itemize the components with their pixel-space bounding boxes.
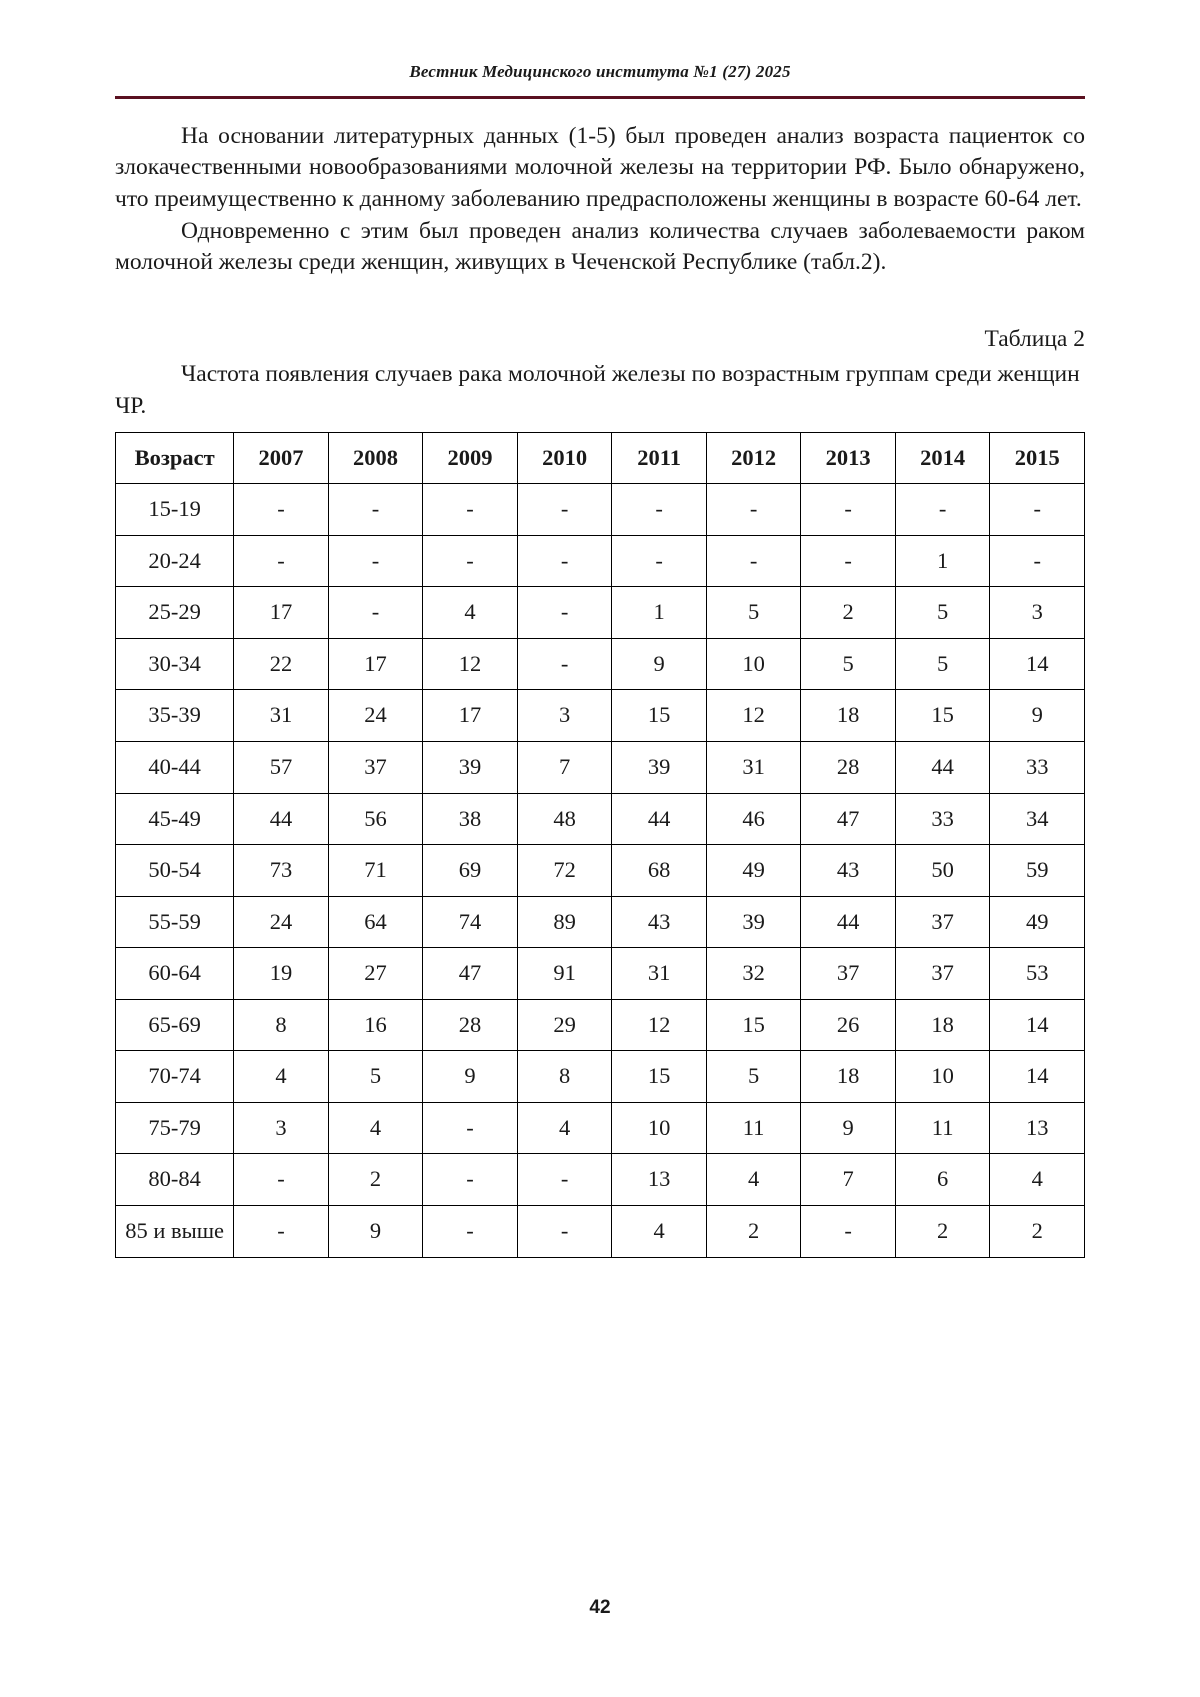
data-cell: - xyxy=(706,484,801,536)
data-cell: - xyxy=(990,535,1085,587)
data-cell: 91 xyxy=(517,948,612,1000)
data-cell: - xyxy=(423,535,518,587)
data-cell: - xyxy=(423,484,518,536)
running-header: Вестник Медицинского института №1 (27) 2025 xyxy=(409,62,791,81)
table-row xyxy=(116,793,1085,845)
table-row xyxy=(116,587,1085,639)
data-cell: 11 xyxy=(895,1102,990,1154)
data-cell: 39 xyxy=(423,742,518,794)
data-cell: - xyxy=(328,484,423,536)
data-cell: 14 xyxy=(990,638,1085,690)
table-row xyxy=(116,896,1085,948)
age-group-cell: 25-29 xyxy=(116,587,234,639)
data-cell: 5 xyxy=(895,587,990,639)
data-cell: 12 xyxy=(612,999,707,1051)
data-cell: 17 xyxy=(328,638,423,690)
data-cell: 47 xyxy=(423,948,518,1000)
data-cell: - xyxy=(706,535,801,587)
data-cell: 24 xyxy=(234,896,329,948)
data-cell: 44 xyxy=(801,896,896,948)
data-cell: 37 xyxy=(328,742,423,794)
data-cell: 64 xyxy=(328,896,423,948)
data-cell: 10 xyxy=(612,1102,707,1154)
data-cell: 43 xyxy=(612,896,707,948)
data-cell: - xyxy=(990,484,1085,536)
data-cell: 18 xyxy=(801,1051,896,1103)
table-header-cell: 2011 xyxy=(612,432,707,484)
data-cell: 4 xyxy=(706,1154,801,1206)
data-cell: 9 xyxy=(612,638,707,690)
data-cell: - xyxy=(517,638,612,690)
data-cell: - xyxy=(517,484,612,536)
data-cell: 69 xyxy=(423,845,518,897)
data-cell: 17 xyxy=(423,690,518,742)
data-cell: 12 xyxy=(423,638,518,690)
table-caption: Частота появления случаев рака молочной железы по возрастным группам среди женщин ЧР. xyxy=(115,361,1080,419)
data-cell: 31 xyxy=(612,948,707,1000)
age-group-cell: 50-54 xyxy=(116,845,234,897)
data-cell: 28 xyxy=(423,999,518,1051)
data-cell: 50 xyxy=(895,845,990,897)
data-cell: - xyxy=(517,1205,612,1257)
data-cell: - xyxy=(328,535,423,587)
table-row xyxy=(116,484,1085,536)
data-cell: 9 xyxy=(801,1102,896,1154)
data-cell: 49 xyxy=(706,845,801,897)
data-cell: 7 xyxy=(801,1154,896,1206)
table-header-cell: 2010 xyxy=(517,432,612,484)
data-cell: 57 xyxy=(234,742,329,794)
data-cell: 2 xyxy=(801,587,896,639)
data-cell: 29 xyxy=(517,999,612,1051)
data-cell: 39 xyxy=(612,742,707,794)
data-cell: - xyxy=(895,484,990,536)
table-row xyxy=(116,1154,1085,1206)
table-row xyxy=(116,1051,1085,1103)
data-cell: 59 xyxy=(990,845,1085,897)
age-group-cell: 20-24 xyxy=(116,535,234,587)
data-cell: 15 xyxy=(612,1051,707,1103)
data-cell: 2 xyxy=(706,1205,801,1257)
table-header-cell: 2013 xyxy=(801,432,896,484)
data-cell: 5 xyxy=(801,638,896,690)
age-group-cell: 60-64 xyxy=(116,948,234,1000)
data-cell: - xyxy=(801,1205,896,1257)
data-cell: 33 xyxy=(990,742,1085,794)
data-cell: - xyxy=(234,535,329,587)
table-row xyxy=(116,948,1085,1000)
data-cell: 4 xyxy=(423,587,518,639)
data-cell: 72 xyxy=(517,845,612,897)
data-cell: 22 xyxy=(234,638,329,690)
age-group-cell: 55-59 xyxy=(116,896,234,948)
data-cell: 11 xyxy=(706,1102,801,1154)
data-cell: 14 xyxy=(990,1051,1085,1103)
table-row xyxy=(116,999,1085,1051)
data-cell: 28 xyxy=(801,742,896,794)
data-cell: 4 xyxy=(517,1102,612,1154)
data-cell: 38 xyxy=(423,793,518,845)
data-cell: - xyxy=(423,1205,518,1257)
data-cell: - xyxy=(328,587,423,639)
data-cell: 13 xyxy=(990,1102,1085,1154)
age-group-cell: 70-74 xyxy=(116,1051,234,1103)
data-cell: 13 xyxy=(612,1154,707,1206)
table-row xyxy=(116,638,1085,690)
data-cell: - xyxy=(517,535,612,587)
table-header-cell: 2012 xyxy=(706,432,801,484)
data-cell: 15 xyxy=(895,690,990,742)
age-group-cell: 65-69 xyxy=(116,999,234,1051)
paragraph-1: На основании литературных данных (1-5) был проведен анализ возраста пациенток со злокачественными новообразованиями молочной железы на территории РФ. Было обнаружено, что преимущественно к данному заболеванию предрасположены женщины в возрасте 60-64 лет. xyxy=(115,123,1085,212)
data-cell: 37 xyxy=(895,948,990,1000)
data-cell: 48 xyxy=(517,793,612,845)
data-cell: 1 xyxy=(612,587,707,639)
age-group-cell: 30-34 xyxy=(116,638,234,690)
data-cell: 5 xyxy=(706,587,801,639)
table-row xyxy=(116,535,1085,587)
data-cell: 4 xyxy=(612,1205,707,1257)
data-cell: 44 xyxy=(234,793,329,845)
table-row xyxy=(116,742,1085,794)
data-cell: - xyxy=(801,484,896,536)
data-cell: 49 xyxy=(990,896,1085,948)
data-cell: 37 xyxy=(895,896,990,948)
age-group-cell: 15-19 xyxy=(116,484,234,536)
age-group-cell: 80-84 xyxy=(116,1154,234,1206)
age-group-cell: 75-79 xyxy=(116,1102,234,1154)
data-cell: 9 xyxy=(423,1051,518,1103)
table-header-cell: 2014 xyxy=(895,432,990,484)
table-row xyxy=(116,845,1085,897)
data-cell: 34 xyxy=(990,793,1085,845)
data-cell: 74 xyxy=(423,896,518,948)
data-cell: 6 xyxy=(895,1154,990,1206)
data-cell: - xyxy=(517,587,612,639)
age-group-cell: 40-44 xyxy=(116,742,234,794)
data-cell: 47 xyxy=(801,793,896,845)
data-cell: 3 xyxy=(517,690,612,742)
data-cell: 2 xyxy=(328,1154,423,1206)
table-row xyxy=(116,1205,1085,1257)
data-cell: 24 xyxy=(328,690,423,742)
data-cell: 5 xyxy=(328,1051,423,1103)
data-cell: 18 xyxy=(895,999,990,1051)
data-cell: - xyxy=(234,1205,329,1257)
data-cell: 10 xyxy=(895,1051,990,1103)
data-cell: 12 xyxy=(706,690,801,742)
data-cell: 9 xyxy=(990,690,1085,742)
table-number-label: Таблица 2 xyxy=(984,326,1085,353)
data-cell: 71 xyxy=(328,845,423,897)
data-cell: 43 xyxy=(801,845,896,897)
data-cell: 73 xyxy=(234,845,329,897)
paragraph-2: Одновременно с этим был проведен анализ количества случаев заболеваемости раком молочной железы среди женщин, живущих в Чеченской Республике (табл.2). xyxy=(115,217,1085,275)
data-cell: 8 xyxy=(234,999,329,1051)
data-cell: 53 xyxy=(990,948,1085,1000)
data-cell: 27 xyxy=(328,948,423,1000)
age-group-cell: 35-39 xyxy=(116,690,234,742)
header-divider xyxy=(115,96,1085,99)
data-cell: 31 xyxy=(706,742,801,794)
data-cell: - xyxy=(423,1154,518,1206)
table-header-cell: 2009 xyxy=(423,432,518,484)
data-cell: 15 xyxy=(706,999,801,1051)
data-cell: 4 xyxy=(990,1154,1085,1206)
data-cell: 19 xyxy=(234,948,329,1000)
data-cell: 89 xyxy=(517,896,612,948)
data-cell: 32 xyxy=(706,948,801,1000)
data-cell: 3 xyxy=(990,587,1085,639)
data-cell: 44 xyxy=(895,742,990,794)
data-cell: - xyxy=(612,535,707,587)
data-cell: 3 xyxy=(234,1102,329,1154)
data-cell: 26 xyxy=(801,999,896,1051)
data-cell: 2 xyxy=(895,1205,990,1257)
data-cell: - xyxy=(234,484,329,536)
table-header-cell: 2007 xyxy=(234,432,329,484)
data-cell: 56 xyxy=(328,793,423,845)
data-cell: 1 xyxy=(895,535,990,587)
data-cell: 14 xyxy=(990,999,1085,1051)
data-cell: 8 xyxy=(517,1051,612,1103)
data-cell: - xyxy=(234,1154,329,1206)
data-cell: 7 xyxy=(517,742,612,794)
data-cell: 44 xyxy=(612,793,707,845)
data-cell: 16 xyxy=(328,999,423,1051)
data-cell: 39 xyxy=(706,896,801,948)
data-cell: 18 xyxy=(801,690,896,742)
data-cell: - xyxy=(612,484,707,536)
table-header-cell: Возраст xyxy=(116,432,234,484)
data-cell: 68 xyxy=(612,845,707,897)
data-cell: 46 xyxy=(706,793,801,845)
table-header-cell: 2015 xyxy=(990,432,1085,484)
age-group-cell: 85 и выше xyxy=(116,1205,234,1257)
data-cell: 37 xyxy=(801,948,896,1000)
age-group-cell: 45-49 xyxy=(116,793,234,845)
table-header-cell: 2008 xyxy=(328,432,423,484)
data-cell: 31 xyxy=(234,690,329,742)
table-row xyxy=(116,1102,1085,1154)
data-cell: 2 xyxy=(990,1205,1085,1257)
incidence-table xyxy=(115,432,1085,1258)
data-cell: - xyxy=(801,535,896,587)
data-cell: - xyxy=(423,1102,518,1154)
data-cell: - xyxy=(517,1154,612,1206)
table-header-row xyxy=(116,432,1085,484)
page-number: 42 xyxy=(589,1597,611,1618)
data-cell: 5 xyxy=(895,638,990,690)
data-cell: 9 xyxy=(328,1205,423,1257)
data-cell: 10 xyxy=(706,638,801,690)
data-cell: 4 xyxy=(328,1102,423,1154)
data-cell: 15 xyxy=(612,690,707,742)
table-row xyxy=(116,690,1085,742)
data-cell: 17 xyxy=(234,587,329,639)
data-cell: 4 xyxy=(234,1051,329,1103)
data-cell: 5 xyxy=(706,1051,801,1103)
data-cell: 33 xyxy=(895,793,990,845)
